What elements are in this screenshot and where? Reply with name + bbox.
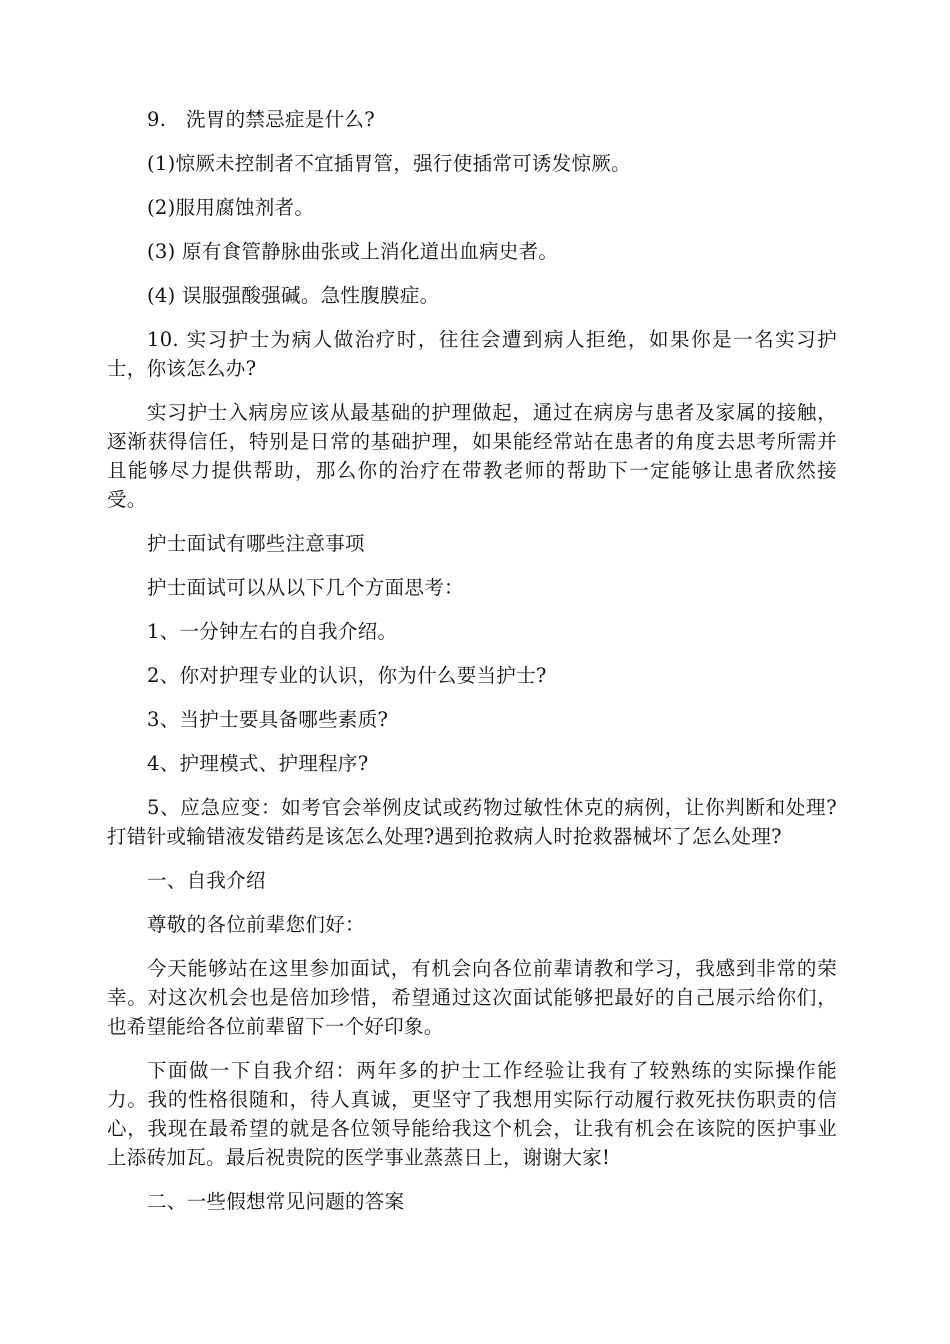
section-title-interview-notes: 护士面试有哪些注意事项 [147,532,365,555]
interview-point-1: 1、一分钟左右的自我介绍。 [147,620,398,643]
question-10-answer: 实习护士入病房应该从最基础的护理做起，通过在病房与患者及家属的接触，逐渐获得信任，特别是日常的基础护理，如果能经常站在患者的角度去思考所需并且能够尽力提供帮助，那么你的治疗在带教老师的帮助下一定能够让患者欣然接受。 [107,401,837,511]
interview-point-3: 3、当护士要具备哪些素质? [147,708,389,731]
interview-point-4: 4、护理模式、护理程序? [147,752,369,775]
question-10-heading: 10. 实习护士为病人做治疗时，往往会遭到病人拒绝，如果你是一名实习护士，你该怎么办? [107,328,837,380]
interview-intro-text: 护士面试可以从以下几个方面思考： [147,576,464,599]
self-intro-paragraph-2: 下面做一下自我介绍：两年多的护士工作经验让我有了较熟练的实际操作能力。我的性格很随和，待人真诚，更坚守了我想用实际行动履行救死扶伤职责的信心，我现在最希望的就是各位领导能给我这个机会，让我有机会在该院的医护事业上添砖加瓦。最后祝贵院的医学事业蒸蒸日上，谢谢大家! [107,1059,837,1169]
contraindication-item-4: (4) 误服强酸强碱。急性腹膜症。 [147,284,440,307]
interview-point-2: 2、你对护理专业的认识，你为什么要当护士? [147,664,547,687]
greeting-text: 尊敬的各位前辈您们好： [147,913,365,936]
section-heading-common-questions: 二、一些假想常见问题的答案 [147,1190,405,1213]
interview-point-5: 5、应急应变：如考官会举例皮试或药物过敏性休克的病例，让你判断和处理?打错针或输错液发错药是该怎么处理?遇到抢救病人时抢救器械坏了怎么处理? [107,796,837,848]
section-heading-self-intro: 一、自我介绍 [147,869,266,892]
contraindication-item-1: (1)惊厥未控制者不宜插胃管，强行使插常可诱发惊厥。 [147,152,631,175]
contraindication-item-2: (2)服用腐蚀剂者。 [147,196,315,219]
question-9-heading: 9. 洗胃的禁忌症是什么? [147,108,375,131]
self-intro-paragraph-1: 今天能够站在这里参加面试，有机会向各位前辈请教和学习，我感到非常的荣幸。对这次机会也是倍加珍惜，希望通过这次面试能够把最好的自己展示给你们，也希望能给各位前辈留下一个好印象。 [107,957,837,1038]
contraindication-item-3: (3) 原有食管静脉曲张或上消化道出血病史者。 [147,240,559,263]
document-page [107,105,837,1231]
